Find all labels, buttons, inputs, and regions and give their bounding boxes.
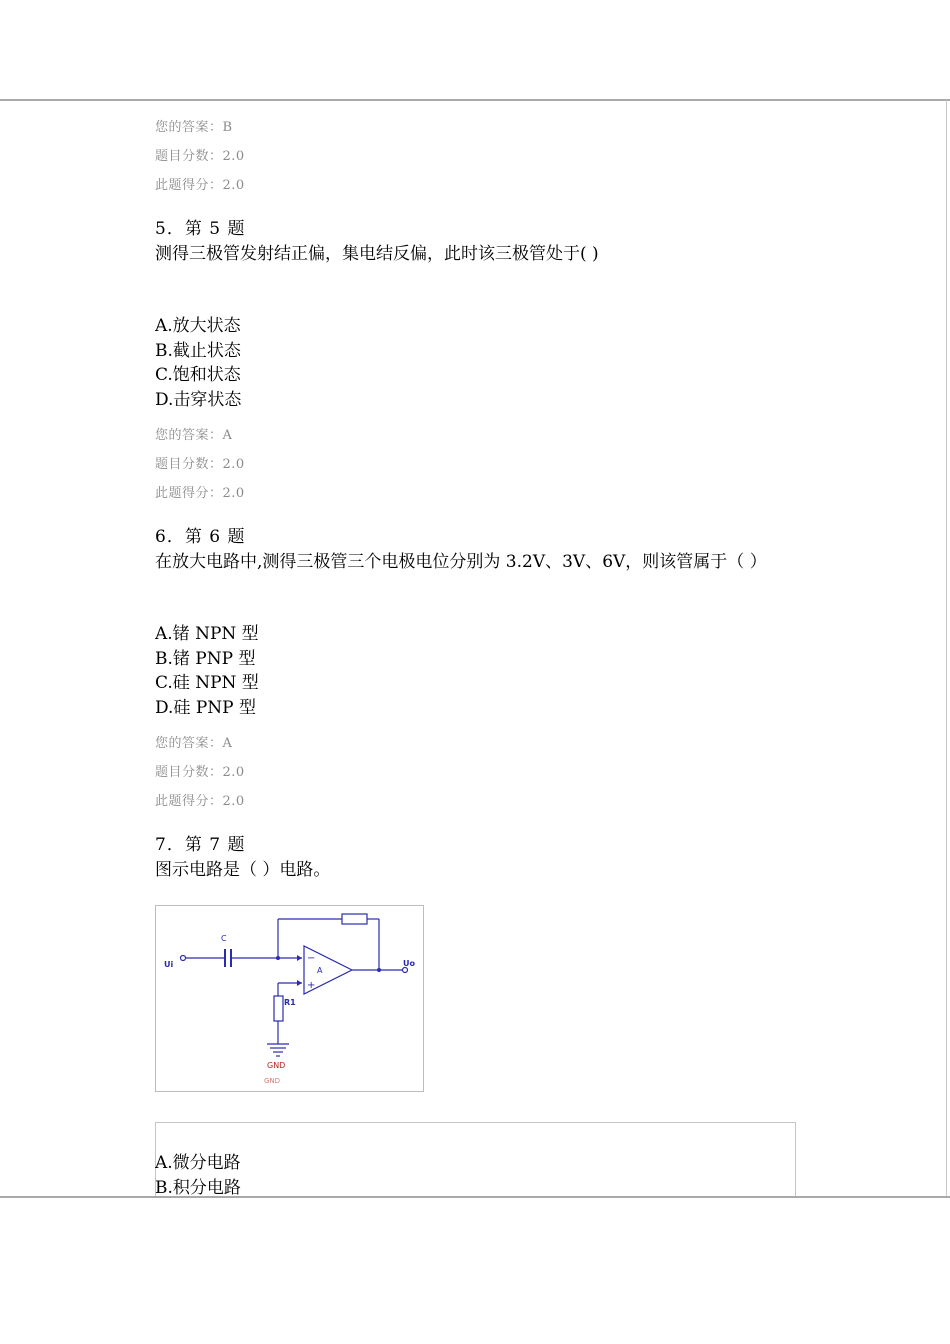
q4-earned-score: 此题得分：2.0: [155, 178, 245, 193]
feedback-resistor-icon: [342, 914, 367, 924]
q6-title: 6．第 6 题: [155, 527, 246, 547]
circuit-figure: [155, 905, 424, 1092]
junction-dot: [276, 956, 280, 960]
q7-option-a[interactable]: A.微分电路: [155, 1153, 241, 1173]
junction-dot: [377, 968, 381, 972]
q6-option-b[interactable]: B.锗 PNP 型: [155, 649, 256, 669]
q5-text: 测得三极管发射结正偏，集电结反偏，此时该三极管处于( ): [155, 244, 599, 264]
ground-label: GND: [267, 1061, 286, 1070]
output-terminal-icon: [403, 968, 408, 973]
resistor-r1-icon: [274, 996, 283, 1021]
q6-option-a[interactable]: A.锗 NPN 型: [155, 624, 259, 644]
inverting-sign: −: [307, 953, 316, 964]
amp-label: A: [317, 966, 323, 975]
quiz-content: [155, 100, 935, 1196]
q4-your-answer: 您的答案：B: [155, 120, 233, 135]
op-amp-circuit-diagram: [156, 906, 425, 1093]
q5-earned-score: 此题得分：2.0: [155, 486, 245, 501]
q6-question-score: 题目分数：2.0: [155, 765, 245, 780]
right-border: [946, 100, 947, 1197]
q4-question-score: 题目分数：2.0: [155, 149, 245, 164]
q6-option-d[interactable]: D.硅 PNP 型: [155, 698, 256, 718]
q5-option-a[interactable]: A.放大状态: [155, 316, 241, 336]
resistor-label: R1: [284, 998, 296, 1007]
q5-your-answer: 您的答案：A: [155, 428, 233, 443]
q7-options-box: [155, 1122, 796, 1196]
q7-title: 7．第 7 题: [155, 835, 246, 855]
bottom-divider: [0, 1196, 950, 1198]
q5-title: 5．第 5 题: [155, 219, 246, 239]
q6-option-c[interactable]: C.硅 NPN 型: [155, 673, 259, 693]
q6-text: 在放大电路中,测得三极管三个电极电位分别为 3.2V、3V、6V，则该管属于（ ）: [155, 552, 767, 572]
q6-your-answer: 您的答案：A: [155, 736, 233, 751]
ground-label-echo: GND: [264, 1077, 281, 1085]
q7-text: 图示电路是（ ）电路。: [155, 860, 331, 880]
q7-option-b[interactable]: B.积分电路: [155, 1178, 241, 1196]
q5-question-score: 题目分数：2.0: [155, 457, 245, 472]
output-label: Uo: [403, 959, 415, 968]
capacitor-label: C: [221, 934, 227, 943]
q6-earned-score: 此题得分：2.0: [155, 794, 245, 809]
q5-option-d[interactable]: D.击穿状态: [155, 390, 242, 410]
input-label: Ui: [164, 960, 174, 969]
input-terminal-icon: [181, 956, 186, 961]
q5-option-b[interactable]: B.截止状态: [155, 341, 241, 361]
noninverting-sign: +: [307, 980, 316, 991]
q5-option-c[interactable]: C.饱和状态: [155, 365, 241, 385]
